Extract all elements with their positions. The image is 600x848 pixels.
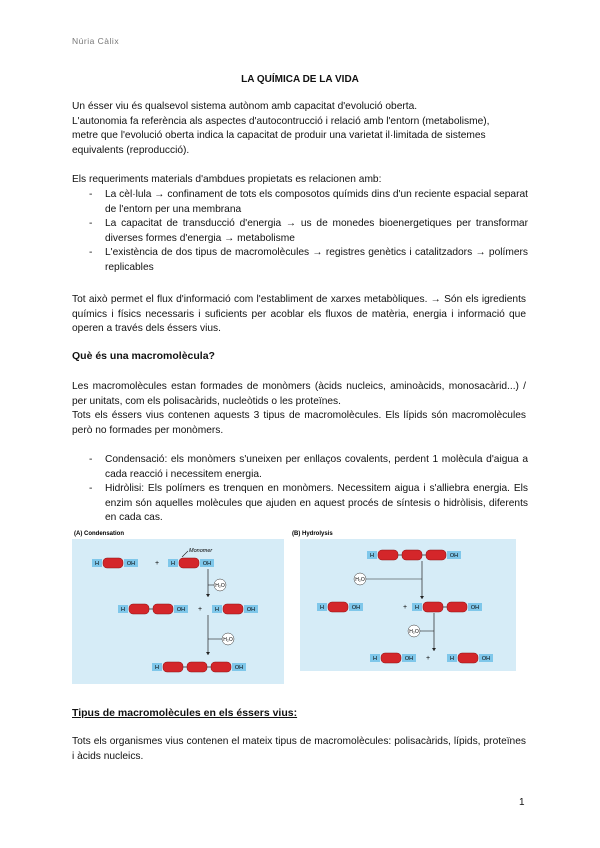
list-item: - Condensació: els monòmers s'uneixen per enllaços covalents, perdent 1 molècula d'aigua a cada reacció i necessitem energia. — [89, 454, 528, 480]
end-group-label: H — [373, 656, 377, 662]
monomer-unit — [103, 558, 123, 568]
types-paragraph: Tots els organismes vius contenen el mateix tipus de macromolècules: polisacàrids, lípids, proteïnes i àcids nucleics. — [72, 736, 526, 762]
monomer-unit — [423, 602, 443, 612]
condensation-hydrolysis-figure — [72, 527, 528, 687]
list-item-text: La cèl·lula → confinament de tots els composotos químids dins d'un reciente espacial separat de l'entorn per una membrana — [105, 189, 528, 215]
page-title: LA QUÍMICA DE LA VIDA — [241, 74, 359, 85]
monomer-unit — [328, 602, 348, 612]
monomer-label: Monomer — [189, 548, 213, 554]
list-item-text: Condensació: els monòmers s'uneixen per enllaços covalents, perdent 1 molècula d'aigua a cada reacció i necessitem energia. — [105, 454, 528, 480]
monomer-unit — [381, 653, 401, 663]
label-condensation: (A) Condensation — [74, 531, 124, 537]
water-label: H₂O — [223, 637, 233, 643]
end-group-label: H — [215, 607, 219, 613]
end-group-label: OH — [176, 607, 186, 613]
monomer-unit — [211, 662, 231, 672]
monomer-unit — [426, 550, 446, 560]
macro-paragraph-1: Les macromolècules estan formades de monòmers (àcids nucleics, aminoàcids, monosacàrid...) / per unitats, com els polisacàrids, nucleòtids o les proteïnes. — [72, 381, 526, 407]
flux-paragraph: Tot això permet el flux d'informació com l'establiment de xarxes metabòliques. → Són els igredients químics i físics necessaris i suficients per acoblar els fluxos de matèria, energia i informació que operen a través dels éssers vius. — [72, 294, 526, 335]
header-author: Núria Càlix — [72, 36, 120, 46]
intro-line: equivalents (reproducció). — [72, 144, 190, 156]
monomer-unit — [129, 604, 149, 614]
list-item: - L'existència de dos tipus de macromolècules → registres genètics i catalitzadors → polímers replicables — [89, 247, 528, 273]
end-group-label: H — [95, 561, 99, 567]
label-hydrolysis: (B) Hydrolysis — [292, 531, 333, 537]
plus-sign: + — [154, 560, 160, 567]
end-group-label: OH — [202, 561, 212, 567]
list-item-text: L'existència de dos tipus de macromolècules → registres genètics i catalitzadors → polímers replicables — [105, 247, 528, 273]
monomer-unit — [153, 604, 173, 614]
end-group-label: OH — [449, 553, 459, 559]
section-heading-macromolecule: Què és una macromolècula? — [72, 350, 215, 362]
end-group-label: H — [171, 561, 175, 567]
end-group-label: OH — [481, 656, 491, 662]
water-label: H₂O — [215, 583, 225, 589]
section-heading-types: Tipus de macromolècules en els éssers vius: — [72, 707, 298, 719]
monomer-unit — [458, 653, 478, 663]
end-group-label: OH — [470, 605, 480, 611]
end-group-label: H — [450, 656, 454, 662]
end-group-label: OH — [246, 607, 256, 613]
monomer-unit — [163, 662, 183, 672]
list-item-text: Hidròlisi: Els polímers es trenquen en monòmers. Necessitem aigua i s'alliebra energia. Els enzim són aquelles molècules que ajuden en aquest procés de síntesis o hidròlisis, diferents en cada cas. — [105, 483, 528, 524]
figure-svg — [72, 527, 528, 687]
end-group-label: OH — [234, 665, 244, 671]
end-group-label: H — [320, 605, 324, 611]
end-group-label: H — [370, 553, 374, 559]
monomer-unit — [179, 558, 199, 568]
plus-sign: + — [425, 655, 431, 662]
end-group-label: H — [155, 665, 159, 671]
page-number: 1 — [519, 797, 525, 808]
monomer-unit — [378, 550, 398, 560]
list-item-text: La capacitat de transducció d'energia → us de monedes bioenergetiques per transformar diverses formes d'energia → metabolisme — [105, 218, 528, 244]
intro-line: metre que l'evolució oberta indica la capacitat de produir una varietat il·limitada de sistemes — [72, 130, 486, 142]
list-item: - La cèl·lula → confinament de tots els composotos químids dins d'un reciente espacial separat de l'entorn per una membrana — [89, 189, 528, 215]
end-group-label: OH — [351, 605, 361, 611]
list-item: - La capacitat de transducció d'energia → us de monedes bioenergetiques per transformar diverses formes d'energia → metabolisme — [89, 218, 528, 244]
plus-sign: + — [197, 606, 203, 613]
requirements-list — [72, 188, 528, 276]
intro-line: Un ésser viu és qualsevol sistema autònom amb capacitat d'evolució oberta. — [72, 101, 418, 112]
monomer-unit — [447, 602, 467, 612]
water-label: H₂O — [355, 577, 365, 583]
end-group-label: H — [121, 607, 125, 613]
monomer-unit — [187, 662, 207, 672]
end-group-label: H — [415, 605, 419, 611]
list-item: - Hidròlisi: Els polímers es trenquen en monòmers. Necessitem aigua i s'alliebra energia. Els enzim són aquelles molècules que ajuden en aquest procés de síntesis o hidròlisis, diferents en cada cas. — [89, 483, 528, 524]
macro-paragraph-2: Tots els éssers vius contenen aquests 3 tipus de macromolècules. Els lípids són macromolècules però no formades per monòmers. — [72, 410, 526, 436]
intro-paragraph — [72, 100, 526, 158]
monomer-unit — [223, 604, 243, 614]
process-list — [72, 453, 528, 526]
plus-sign: + — [402, 604, 408, 611]
monomer-unit — [402, 550, 422, 560]
requirements-lead: Els requeriments materials d'ambdues propietats es relacionen amb: — [72, 174, 382, 185]
end-group-label: OH — [404, 656, 414, 662]
intro-line: L'autonomia fa referència als aspectes d'autocontrucció i relació amb l'entorn (metabolisme), — [72, 115, 490, 127]
end-group-label: OH — [126, 561, 136, 567]
water-label: H₂O — [409, 629, 419, 635]
